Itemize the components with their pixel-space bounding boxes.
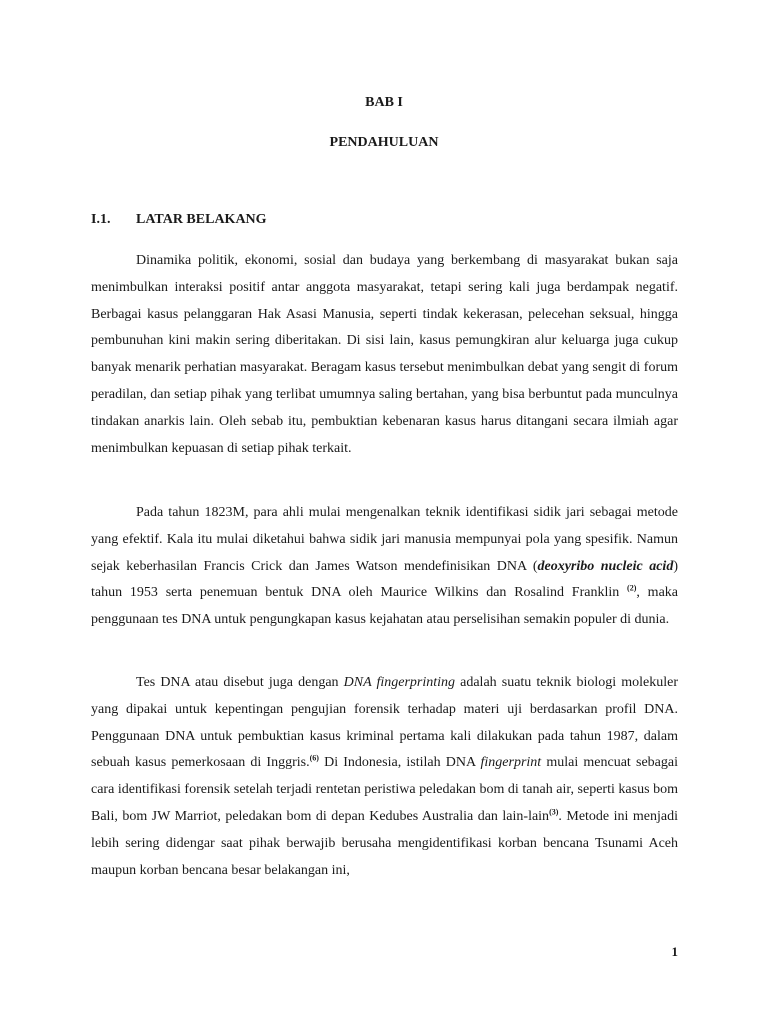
p3-text-f: mulai mencuat sebagai cara identifikasi forensik setelah terjadi rentetan peristiwa peledakan bom di tanah air, seperti kasus bom Bali, bom JW Marriot, peledakan bom di depan Kedubes Australia dan lain-lain	[91, 755, 678, 824]
p2-text-a: Pada tahun 1823M, para ahli mulai mengenalkan teknik identifikasi sidik jari sebagai metode yang efektif. Kala itu mulai diketahui bahwa sidik jari manusia mempunyai pola yang spesifik. Namun sejak keberhasilan Francis Crick dan James Watson mendefinisikan DNA (	[91, 505, 678, 574]
chapter-title: PENDAHULUAN	[329, 135, 439, 150]
paragraph-1	[91, 248, 678, 462]
citation-2: (2)	[627, 583, 637, 593]
paragraph-2	[91, 500, 678, 634]
p3-text-d: Di Indonesia, istilah DNA	[318, 755, 481, 771]
paragraph-3	[91, 670, 678, 884]
p2-text-c: ) tahun 1953 serta penemuan bentuk DNA oleh Maurice Wilkins dan Rosalind Franklin	[91, 558, 678, 601]
p3-text-g: . Metode ini menjadi lebih sering didengar saat pihak berwajib berusaha mengidentifikasi korban bencana Tsunami Aceh maupun korban bencana besar belakangan ini,	[91, 808, 678, 878]
citation-3: (3)	[549, 807, 559, 817]
section-number: I.1.	[91, 212, 111, 227]
page-number: 1	[671, 944, 678, 959]
paragraph-2-text	[91, 500, 678, 634]
p2-term-dna: deoxyribo nucleic acid	[537, 558, 674, 574]
citation-6: (6)	[309, 753, 319, 763]
section-heading	[91, 212, 267, 228]
p3-term-fingerprint: fingerprint	[480, 755, 542, 771]
paragraph-1-text: Dinamika politik, ekonomi, sosial dan budaya yang berkembang di masyarakat bukan saja menimbulkan interaksi positif antar anggota masyarakat, tetapi sering kali juga berdampak negatif. Berbagai kasus pelanggaran Hak Asasi Manusia, seperti tindak kekerasan, pelecehan seksual, hingga pembunuhan kini makin sering diberitakan. Di sisi lain, kasus pemungkiran alur keluarga juga cukup banyak menarik perhatian masyarakat. Beragam kasus tersebut menimbulkan debat yang sengit di forum peradilan, dan setiap pihak yang terlibat umumnya saling bertahan, yang bisa berbuntut pada munculnya tindakan anarkis lain. Oleh sebab itu, pembuktian kebenaran kasus harus ditangani secara ilmiah agar menimbulkan kepuasan di setiap pihak terkait.	[91, 253, 678, 456]
section-title: LATAR BELAKANG	[136, 212, 267, 227]
p3-text-a: Tes DNA atau disebut juga dengan	[136, 675, 344, 690]
chapter-number: BAB I	[365, 95, 403, 110]
p2-text-d: , maka penggunaan tes DNA untuk pengungkapan kasus kejahatan atau perselisihan semakin populer di dunia.	[91, 585, 678, 628]
paragraph-3-text	[91, 670, 678, 884]
p3-term-fingerprinting: DNA fingerprinting	[343, 675, 456, 690]
p3-text-c: adalah suatu teknik biologi molekuler yang dipakai untuk kepentingan pengujian forensik terhadap materi uji berdasarkan profil DNA. Penggunaan DNA untuk pembuktian kasus kriminal pertama kali dilakukan pada tahun 1987, dalam sebuah kasus pemerkosaan di Inggris.	[91, 675, 678, 771]
